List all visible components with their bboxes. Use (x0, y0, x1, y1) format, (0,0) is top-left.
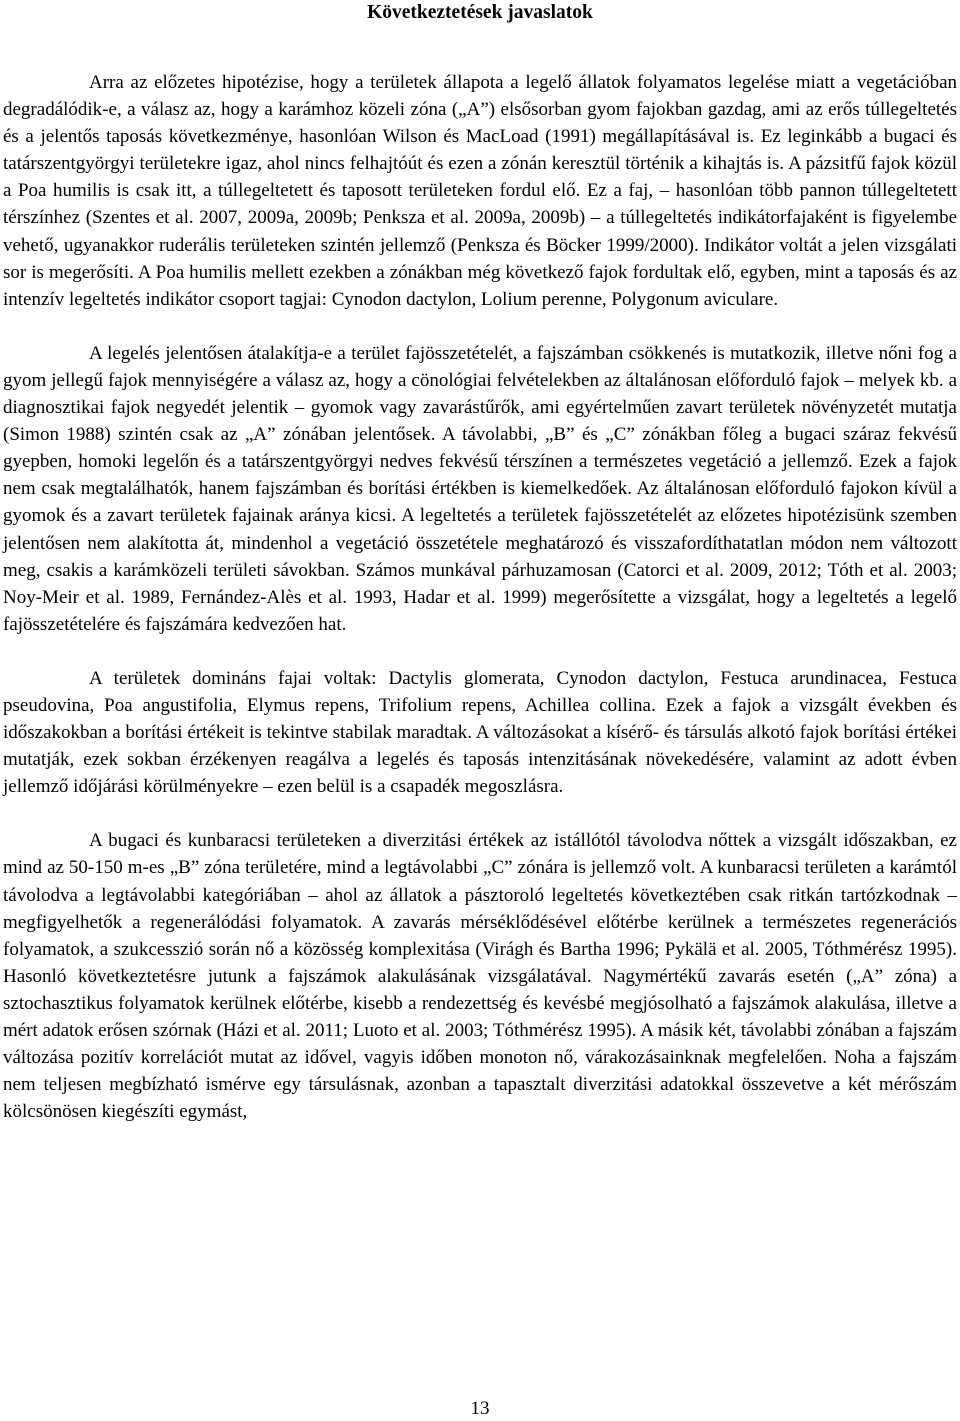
page-number: 13 (470, 1398, 490, 1419)
paragraph-3: A területek domináns fajai voltak: Dactylis glomerata, Cynodon dactylon, Festuca arundinacea, Festuca pseudovina, Poa angustifolia, Elymus repens, Trifolium repens, Achillea collina. Ezek a fajok a vizsgált években és időszakokban a borítási értékeit is tekintve stabilak maradtak. A változásokat a kísérő- és társulás alkotó fajok borítási értékei mutatják, ezek sokban érzékenyen reagálva a legelés és taposás intenzitásának növekedésére, valamint az adott évben jellemző időjárási körülményekre ‒ ezen belül is a csapadék megoszlásra. (3, 667, 957, 798)
document-page (3, 0, 957, 1125)
paragraph-4: A bugaci és kunbaracsi területeken a diverzitási értékek az istállótól távolodva nőttek a vizsgált időszakban, ez mind az 50-150 m-es „B” zóna területére, mind a legtávolabbi „C” zónára is jellemző volt. A kunbaracsi területen a karámtól távolodva a legtávolabbi kategóriában ‒ ahol az állatok a pásztoroló legeltetés következtében csak ritkán tartózkodnak ‒ megfigyelhetők a regenerálódási folyamatok. A zavarás mérséklődésével előtérbe kerülnek a természetes regenerációs folyamatok, a szukcesszió során nő a közösség komplexitása (Virágh és Bartha 1996; Pykälä et al. 2005, Tóthmérész 1995). Hasonló következtetésre jutunk a fajszámok alakulásának vizsgálatával. Nagymértékű zavarás esetén („A” zóna) a sztochasztikus folyamatok kerülnek előtérbe, kisebb a rendezettség és kevésbé megjósolható a fajszámok alakulása, illetve a mért adatok erősen szórnak (Házi et al. 2011; Luoto et al. 2003; Tóthmérész 1995). A másik két, távolabbi zónában a fajszám változása pozitív korrelációt mutat az idővel, vagyis időben monoton nő, várakozásainknak megfelelően. Noha a fajszám nem teljesen megbízható ismérve egy társulásnak, azonban a tapasztalt diverzitási adatokkal összevetve a két mérőszám kölcsönösen kiegészíti egymást, (3, 830, 957, 1123)
paragraph-2: A legelés jelentősen átalakítja-e a terület fajösszetételét, a fajszámban csökkenés is mutatkozik, illetve nőni fog a gyom jellegű fajok mennyiségére a válasz az, hogy a cönológiai felvételekben az általánosan előforduló fajok ‒ melyek kb. a diagnosztikai fajok negyedét jelentik ‒ gyomok vagy zavarástűrők, ami egyértelműen zavart területek növényzetét mutatja (Simon 1988) szintén csak az „A” zónában jelentősek. A távolabbi, „B” és „C” zónákban főleg a bugaci száraz fekvésű gyepben, homoki legelőn és a tatárszentgyörgyi nedves fekvésű térszínen a természetes vegetáció a jellemző. Ezek a fajok nem csak megtalálhatók, hanem fajszámban és borítási értékben is kiemelkedőek. Az általánosan előforduló fajokon kívül a gyomok és a zavart területek fajainak aránya kicsi. A legeltetés a területek fajösszetételét az előzetes hipotézisünk szemben jelentősen nem alakította át, mindenhol a vegetáció összetétele meghatározó és visszafordíthatatlan módon nem változott meg, csakis a karámközeli területi sávokban. Számos munkával párhuzamosan (Catorci et al. 2009, 2012; Tóth et al. 2003; Noy-Meir et al. 1989, Fernández-Alès et al. 1993, Hadar et al. 1999) megerősítette a vizsgálat, hogy a legeltetés a legelő fajösszetételére és fajszámára kedvezően hat. (3, 342, 957, 635)
section-title: Következtetések javaslatok (367, 2, 593, 23)
paragraph-1: Arra az előzetes hipotézise, hogy a területek állapota a legelő állatok folyamatos legelése miatt a vegetációban degradálódik-e, a válasz az, hogy a karámhoz közeli zóna („A”) elsősorban gyom fajokban gazdag, ami az erős túllegeltetés és a jelentős taposás következménye, hasonlóan Wilson és MacLoad (1991) megállapításával is. Ez leginkább a bugaci és tatárszentgyörgyi területekre igaz, ahol nincs felhajtóút és ezen a zónán keresztül történik a kihajtás is. A pázsitfű fajok közül a Poa humilis is csak itt, a túllegeltetett és taposott területeken fordul elő. Ez a faj, ‒ hasonlóan több pannon túllegeltetett térszínhez (Szentes et al. 2007, 2009a, 2009b; Penksza et al. 2009a, 2009b) ‒ a túllegeltetés indikátorfajaként is figyelembe vehető, ugyanakkor ruderális területeken szintén jellemző (Penksza és Böcker 1999/2000). Indikátor voltát a jelen vizsgálati sor is megerősíti. A Poa humilis mellett ezekben a zónákban még következő fajok fordultak elő, egyben, mint a taposás és az intenzív legeltetés indikátor csoport tagjai: Cynodon dactylon, Lolium perenne, Polygonum aviculare. (3, 72, 957, 310)
